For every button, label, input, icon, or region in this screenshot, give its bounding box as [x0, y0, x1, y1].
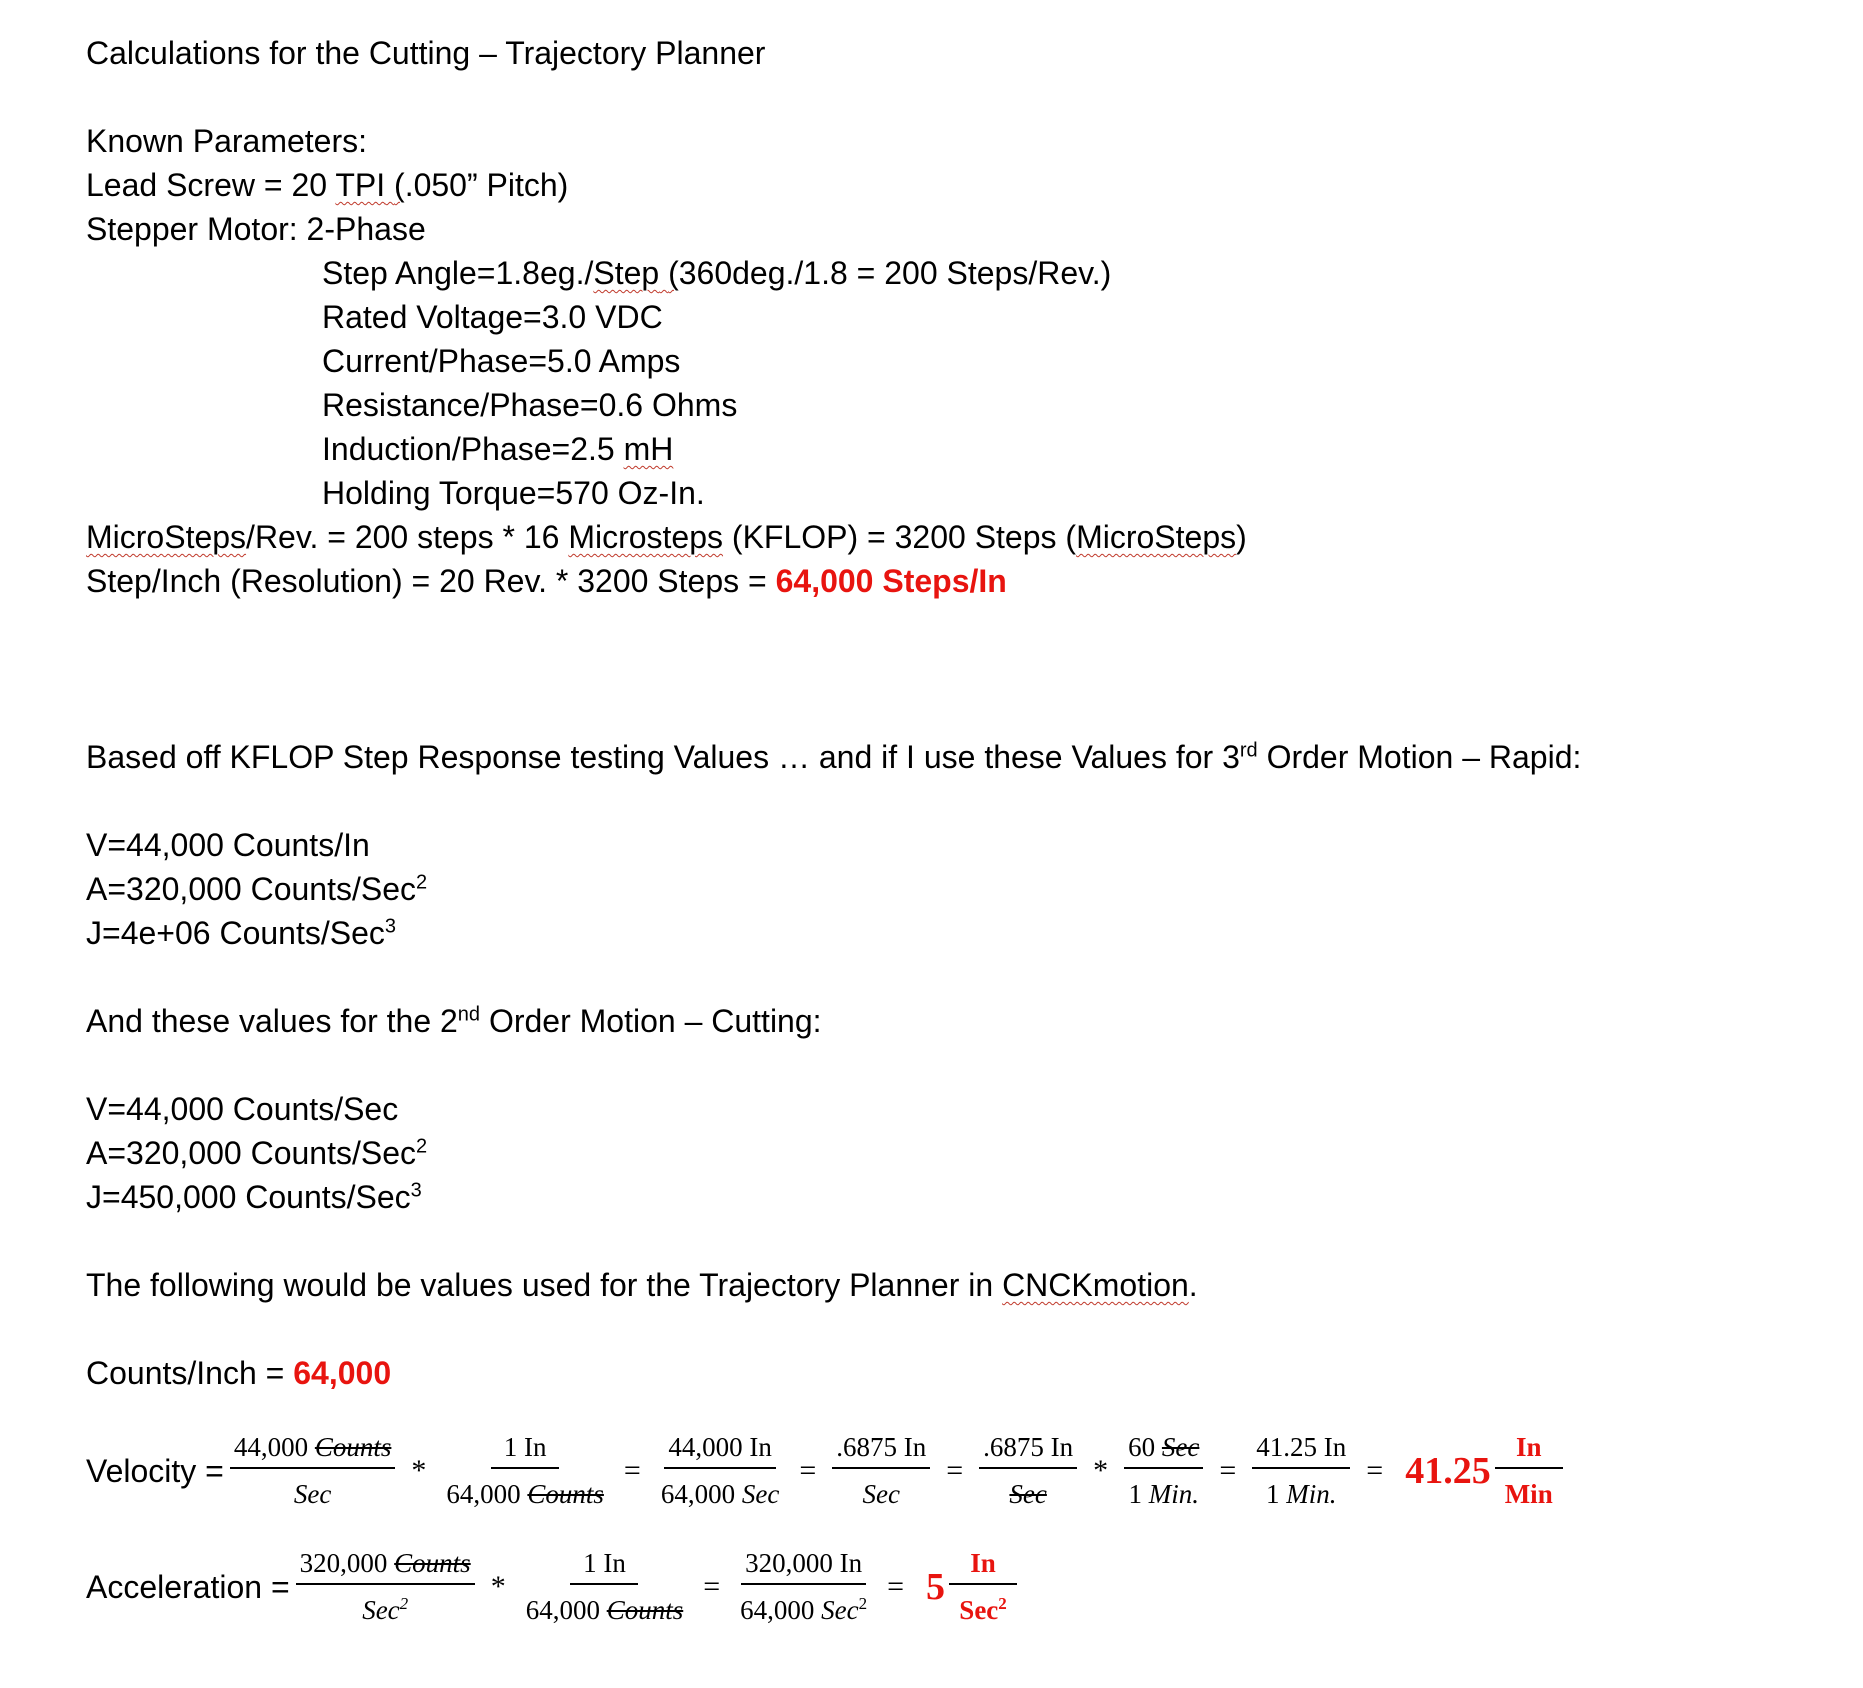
rapid-intro-line: Based off KFLOP Step Response testing Values … and if I use these Values for 3rd Order Motion – Rapid: — [86, 739, 1582, 775]
acceleration-result-unit: $\frac{In}{Sec^2}$ — [949, 1548, 1017, 1626]
multiply-sign: * — [1093, 1454, 1109, 1487]
known-parameters-heading: Known Parameters: — [86, 123, 368, 159]
spellcheck-word: CNCKmotion — [1002, 1267, 1189, 1303]
velocity-fraction-7: $\frac{41.25 In}{\text{1 Min.}}$ — [1252, 1432, 1350, 1510]
cutting-velocity: V=44,000 Counts/Sec — [86, 1091, 399, 1127]
equals-sign: = — [799, 1454, 817, 1487]
planner-intro-line: The following would be values used for the Trajectory Planner in CNCKmotion. — [86, 1267, 1198, 1303]
rated-voltage-line: Rated Voltage=3.0 VDC — [322, 299, 663, 335]
equals-sign: = — [887, 1570, 905, 1603]
acceleration-label: Acceleration = — [86, 1568, 290, 1605]
velocity-label: Velocity = — [86, 1452, 224, 1489]
resolution-line: Step/Inch (Resolution) = 20 Rev. * 3200 Steps = 64,000 Steps/In — [86, 563, 1007, 599]
rapid-acceleration: A=320,000 Counts/Sec$^2$ — [86, 871, 428, 907]
spellcheck-word: MicroSteps — [86, 519, 247, 555]
microsteps-line: MicroSteps/Rev. = 200 steps * 16 Microsteps (KFLOP) = 3200 Steps (MicroSteps) — [86, 519, 1247, 555]
lead-screw-line: Lead Screw = 20 TPI (.050” Pitch) — [86, 167, 569, 203]
velocity-fraction-4: $\frac{.6875 In}{\text{Sec}}$ — [832, 1432, 930, 1510]
equals-sign: = — [946, 1454, 964, 1487]
spellcheck-word: TPI ( — [335, 167, 405, 203]
multiply-sign: * — [411, 1454, 427, 1487]
rapid-velocity: V=44,000 Counts/In — [86, 827, 370, 863]
velocity-equation — [86, 1432, 1563, 1510]
holding-torque-line: Holding Torque=570 Oz-In. — [322, 475, 705, 511]
equals-sign: = — [703, 1570, 721, 1603]
equals-sign: = — [1219, 1454, 1237, 1487]
spellcheck-word: mH — [623, 431, 674, 467]
counts-per-inch-value: 64,000 — [293, 1355, 392, 1391]
spellcheck-word: Step ( — [593, 255, 679, 291]
step-angle-line: Step Angle=1.8eg./Step (360deg./1.8 = 200 Steps/Rev.) — [322, 255, 1112, 291]
equals-sign: = — [623, 1454, 641, 1487]
document-title: Calculations for the Cutting – Trajectory Planner — [86, 35, 766, 71]
acceleration-fraction-1: $\frac{\text{320,000 Counts}}{Sec^2}$ — [296, 1548, 475, 1626]
counts-per-inch-line: Counts/Inch = 64,000 — [86, 1355, 392, 1391]
velocity-fraction-2: $\frac{1 In}{\text{64,000 Counts}}$ — [446, 1432, 604, 1509]
velocity-result-unit: $\frac{In}{\text{Min}}$ — [1495, 1432, 1563, 1510]
resistance-line: Resistance/Phase=0.6 Ohms — [322, 387, 738, 423]
induction-line: Induction/Phase=2.5 mH — [322, 431, 674, 467]
spellcheck-word: Microsteps — [568, 519, 724, 555]
acceleration-equation — [86, 1548, 1017, 1626]
stepper-motor-line: Stepper Motor: 2-Phase — [86, 211, 426, 247]
cutting-jerk: J=450,000 Counts/Sec$^3$ — [86, 1179, 422, 1215]
acceleration-fraction-2: $\frac{1 In}{\text{64,000 Counts}}$ — [525, 1548, 684, 1625]
velocity-fraction-5: $\frac{.6875 In}{\text{Sec}}$ — [979, 1432, 1077, 1510]
velocity-result: 41.25 — [1405, 1450, 1491, 1492]
spellcheck-word: MicroSteps — [1076, 519, 1237, 555]
rapid-jerk: J=4e+06 Counts/Sec$^3$ — [86, 915, 396, 951]
acceleration-fraction-3: $\frac{320,000 In}{64,000 Sec^2}$ — [740, 1548, 868, 1625]
velocity-fraction-3: $\frac{44,000 In}{\text{64,000 Sec}}$ — [660, 1432, 780, 1509]
multiply-sign: * — [490, 1570, 506, 1603]
cutting-acceleration: A=320,000 Counts/Sec$^2$ — [86, 1135, 428, 1171]
velocity-fraction-1: $\frac{\text{44,000 Counts}}{\text{Sec}}$ — [230, 1432, 396, 1510]
current-line: Current/Phase=5.0 Amps — [322, 343, 681, 379]
velocity-fraction-6: $\frac{\text{60 Sec}}{\text{1 Min.}}$ — [1124, 1432, 1203, 1510]
resolution-value: 64,000 Steps/In — [775, 563, 1007, 599]
acceleration-result: 5 — [926, 1566, 946, 1608]
equals-sign: = — [1366, 1454, 1384, 1487]
cutting-intro-line: And these values for the 2nd Order Motion – Cutting: — [86, 1003, 822, 1039]
